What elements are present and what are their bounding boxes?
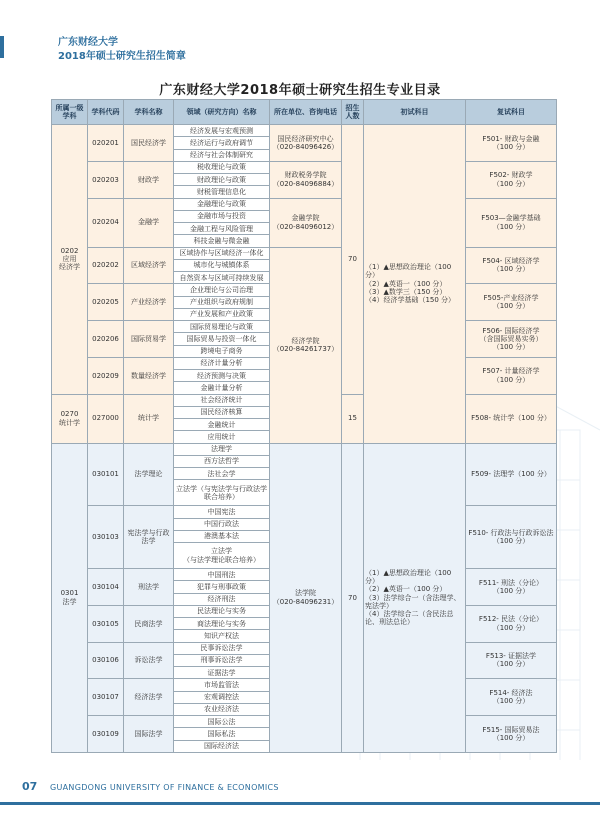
retest-subject: F507- 计量经济学 （100 分） bbox=[466, 357, 557, 394]
direction-name: 知识产权法 bbox=[174, 630, 270, 642]
direction-name: 经济计量分析 bbox=[174, 357, 270, 369]
catalog-title: 广东财经大学2018年硕士研究生招生专业目录 bbox=[159, 83, 441, 98]
direction-name: 证据法学 bbox=[174, 667, 270, 679]
retest-subject: F510- 行政法与行政诉讼法 （100 分） bbox=[466, 506, 557, 569]
initial-exam-subjects: （1）▲思想政治理论（100 分） （2）▲英语一（100 分） （3）法学综合一（含法理学、宪法学） （4）法学综合二（含民法总论、刑法总论） bbox=[364, 443, 466, 752]
column-header: 学科名称 bbox=[124, 100, 174, 125]
direction-name: 经济预测与决策 bbox=[174, 370, 270, 382]
admission-catalog-table bbox=[51, 99, 557, 753]
unit-contact: 经济学院 （020-84261737） bbox=[270, 247, 342, 443]
subject-code: 030109 bbox=[88, 716, 124, 753]
column-header: 所在单位、咨询电话 bbox=[270, 100, 342, 125]
direction-name: 刑事诉讼法学 bbox=[174, 654, 270, 666]
subject-code: 020202 bbox=[88, 247, 124, 284]
direction-name: 应用统计 bbox=[174, 431, 270, 443]
retest-subject: F509- 法理学（100 分） bbox=[466, 443, 557, 506]
subject-code: 030107 bbox=[88, 679, 124, 716]
enrollment-count: 15 bbox=[342, 394, 364, 443]
first-level-subject: 0202 应用 经济学 bbox=[52, 125, 88, 395]
direction-name: 财政理论与政策 bbox=[174, 174, 270, 186]
subject-name: 诉讼法学 bbox=[124, 642, 174, 679]
direction-name: 国民经济核算 bbox=[174, 406, 270, 418]
first-level-subject: 0270 统计学 bbox=[52, 394, 88, 443]
direction-name: 科技金融与微金融 bbox=[174, 235, 270, 247]
first-level-subject: 0301 法学 bbox=[52, 443, 88, 752]
direction-name: 民事诉讼法学 bbox=[174, 642, 270, 654]
direction-name: 区域协作与区域经济一体化 bbox=[174, 247, 270, 259]
retest-subject: F504- 区域经济学 （100 分） bbox=[466, 247, 557, 284]
subject-name: 金融学 bbox=[124, 198, 174, 247]
direction-name: 金融计量分析 bbox=[174, 382, 270, 394]
direction-name: 立法学 （与法学理论联合培养） bbox=[174, 543, 270, 569]
enrollment-count: 70 bbox=[342, 443, 364, 752]
table-row bbox=[52, 125, 557, 137]
unit-contact: 金融学院 （020-84096012） bbox=[270, 198, 342, 247]
table-row bbox=[52, 161, 557, 173]
direction-name: 金融理论与政策 bbox=[174, 198, 270, 210]
direction-name: 产业发展和产业政策 bbox=[174, 308, 270, 320]
direction-name: 国际公法 bbox=[174, 716, 270, 728]
subject-code: 020204 bbox=[88, 198, 124, 247]
subject-code: 020206 bbox=[88, 321, 124, 358]
direction-name: 经济发展与宏观预测 bbox=[174, 125, 270, 137]
subject-name: 区域经济学 bbox=[124, 247, 174, 284]
column-header: 学科代码 bbox=[88, 100, 124, 125]
subject-name: 宪法学与行政法学 bbox=[124, 506, 174, 569]
unit-contact: 法学院 （020-84096231） bbox=[270, 443, 342, 752]
direction-name: 法理学 bbox=[174, 443, 270, 455]
direction-name: 金融工程与风险管理 bbox=[174, 223, 270, 235]
direction-name: 犯罪与刑事政策 bbox=[174, 581, 270, 593]
direction-name: 金融市场与投资 bbox=[174, 210, 270, 222]
direction-name: 中国刑法 bbox=[174, 569, 270, 581]
footer-line bbox=[0, 802, 600, 805]
direction-name: 立法学（与宪法学与行政法学联合培养） bbox=[174, 480, 270, 506]
page-footer bbox=[0, 764, 600, 814]
retest-subject: F512- 民法（分论） （100 分） bbox=[466, 605, 557, 642]
subject-code: 030103 bbox=[88, 506, 124, 569]
direction-name: 国际贸易理论与政策 bbox=[174, 321, 270, 333]
subject-code: 020205 bbox=[88, 284, 124, 321]
direction-name: 中国宪法 bbox=[174, 506, 270, 518]
table-row bbox=[52, 247, 557, 259]
direction-name: 国际经济法 bbox=[174, 740, 270, 752]
header-university: 广东财经大学 bbox=[58, 37, 118, 48]
column-header: 所属一级学科 bbox=[52, 100, 88, 125]
enrollment-count: 70 bbox=[342, 125, 364, 395]
column-header: 领域（研究方向）名称 bbox=[174, 100, 270, 125]
direction-name: 法社会学 bbox=[174, 468, 270, 480]
direction-name: 经济刑法 bbox=[174, 593, 270, 605]
subject-code: 020201 bbox=[88, 125, 124, 162]
unit-contact: 国民经济研究中心 （020-84096426） bbox=[270, 125, 342, 162]
direction-name: 民法理论与实务 bbox=[174, 605, 270, 617]
direction-name: 产业组织与政府规制 bbox=[174, 296, 270, 308]
column-header: 初试科目 bbox=[364, 100, 466, 125]
direction-name: 国际贸易与投资一体化 bbox=[174, 333, 270, 345]
subject-name: 法学理论 bbox=[124, 443, 174, 506]
subject-name: 国际贸易学 bbox=[124, 321, 174, 358]
retest-subject: F503—金融学基础 （100 分） bbox=[466, 198, 557, 247]
subject-code: 030101 bbox=[88, 443, 124, 506]
table-row bbox=[52, 198, 557, 210]
direction-name: 社会经济统计 bbox=[174, 394, 270, 406]
direction-name: 企业理论与公司治理 bbox=[174, 284, 270, 296]
subject-code: 027000 bbox=[88, 394, 124, 443]
direction-name: 农业经济法 bbox=[174, 703, 270, 715]
retest-subject: F502- 财政学 （100 分） bbox=[466, 161, 557, 198]
subject-name: 刑法学 bbox=[124, 569, 174, 606]
direction-name: 港澳基本法 bbox=[174, 530, 270, 542]
subject-name: 数量经济学 bbox=[124, 357, 174, 394]
subject-name: 国际法学 bbox=[124, 716, 174, 753]
direction-name: 中国行政法 bbox=[174, 518, 270, 530]
direction-name: 市场监管法 bbox=[174, 679, 270, 691]
page-number: 07 bbox=[22, 780, 38, 793]
subject-code: 030104 bbox=[88, 569, 124, 606]
retest-subject: F505-产业经济学 （100 分） bbox=[466, 284, 557, 321]
retest-subject: F501- 财政与金融 （100 分） bbox=[466, 125, 557, 162]
column-header: 招生人数 bbox=[342, 100, 364, 125]
direction-name: 跨境电子商务 bbox=[174, 345, 270, 357]
direction-name: 城市化与城镇体系 bbox=[174, 259, 270, 271]
direction-name: 金融统计 bbox=[174, 419, 270, 431]
direction-name: 宏观调控法 bbox=[174, 691, 270, 703]
direction-name: 经济与社会体制研究 bbox=[174, 149, 270, 161]
subject-name: 统计学 bbox=[124, 394, 174, 443]
subject-code: 030106 bbox=[88, 642, 124, 679]
header-accent-bar bbox=[0, 36, 4, 58]
direction-name: 商法理论与实务 bbox=[174, 618, 270, 630]
subject-code: 030105 bbox=[88, 605, 124, 642]
subject-name: 财政学 bbox=[124, 161, 174, 198]
table-header-row bbox=[52, 100, 557, 125]
direction-name: 西方法哲学 bbox=[174, 455, 270, 467]
retest-subject: F506- 国际经济学 （含国际贸易实务） （100 分） bbox=[466, 321, 557, 358]
direction-name: 自然资本与区域可持续发展 bbox=[174, 272, 270, 284]
direction-name: 国际私法 bbox=[174, 728, 270, 740]
retest-subject: F508- 统计学（100 分） bbox=[466, 394, 557, 443]
direction-name: 经济运行与政府调节 bbox=[174, 137, 270, 149]
table-row bbox=[52, 443, 557, 455]
initial-exam-subjects: （1）▲思想政治理论（100 分） （2）▲英语一（100 分） （3）▲数学三（150 分） （4）经济学基础（150 分） bbox=[364, 125, 466, 444]
retest-subject: F513- 证据法学 （100 分） bbox=[466, 642, 557, 679]
retest-subject: F514- 经济法 （100 分） bbox=[466, 679, 557, 716]
retest-subject: F515- 国际贸易法 （100 分） bbox=[466, 716, 557, 753]
unit-contact: 财政税务学院 （020-84096884） bbox=[270, 161, 342, 198]
column-header: 复试科目 bbox=[466, 100, 557, 125]
direction-name: 税收理论与政策 bbox=[174, 161, 270, 173]
subject-name: 民商法学 bbox=[124, 605, 174, 642]
subject-name: 产业经济学 bbox=[124, 284, 174, 321]
header-subtitle: 2018年硕士研究生招生简章 bbox=[58, 51, 186, 62]
subject-code: 020209 bbox=[88, 357, 124, 394]
subject-name: 经济法学 bbox=[124, 679, 174, 716]
subject-name: 国民经济学 bbox=[124, 125, 174, 162]
subject-code: 020203 bbox=[88, 161, 124, 198]
footer-university-en: GUANGDONG UNIVERSITY OF FINANCE & ECONOMICS bbox=[50, 783, 279, 792]
direction-name: 财税管理信息化 bbox=[174, 186, 270, 198]
retest-subject: F511- 刑法（分论） （100 分） bbox=[466, 569, 557, 606]
